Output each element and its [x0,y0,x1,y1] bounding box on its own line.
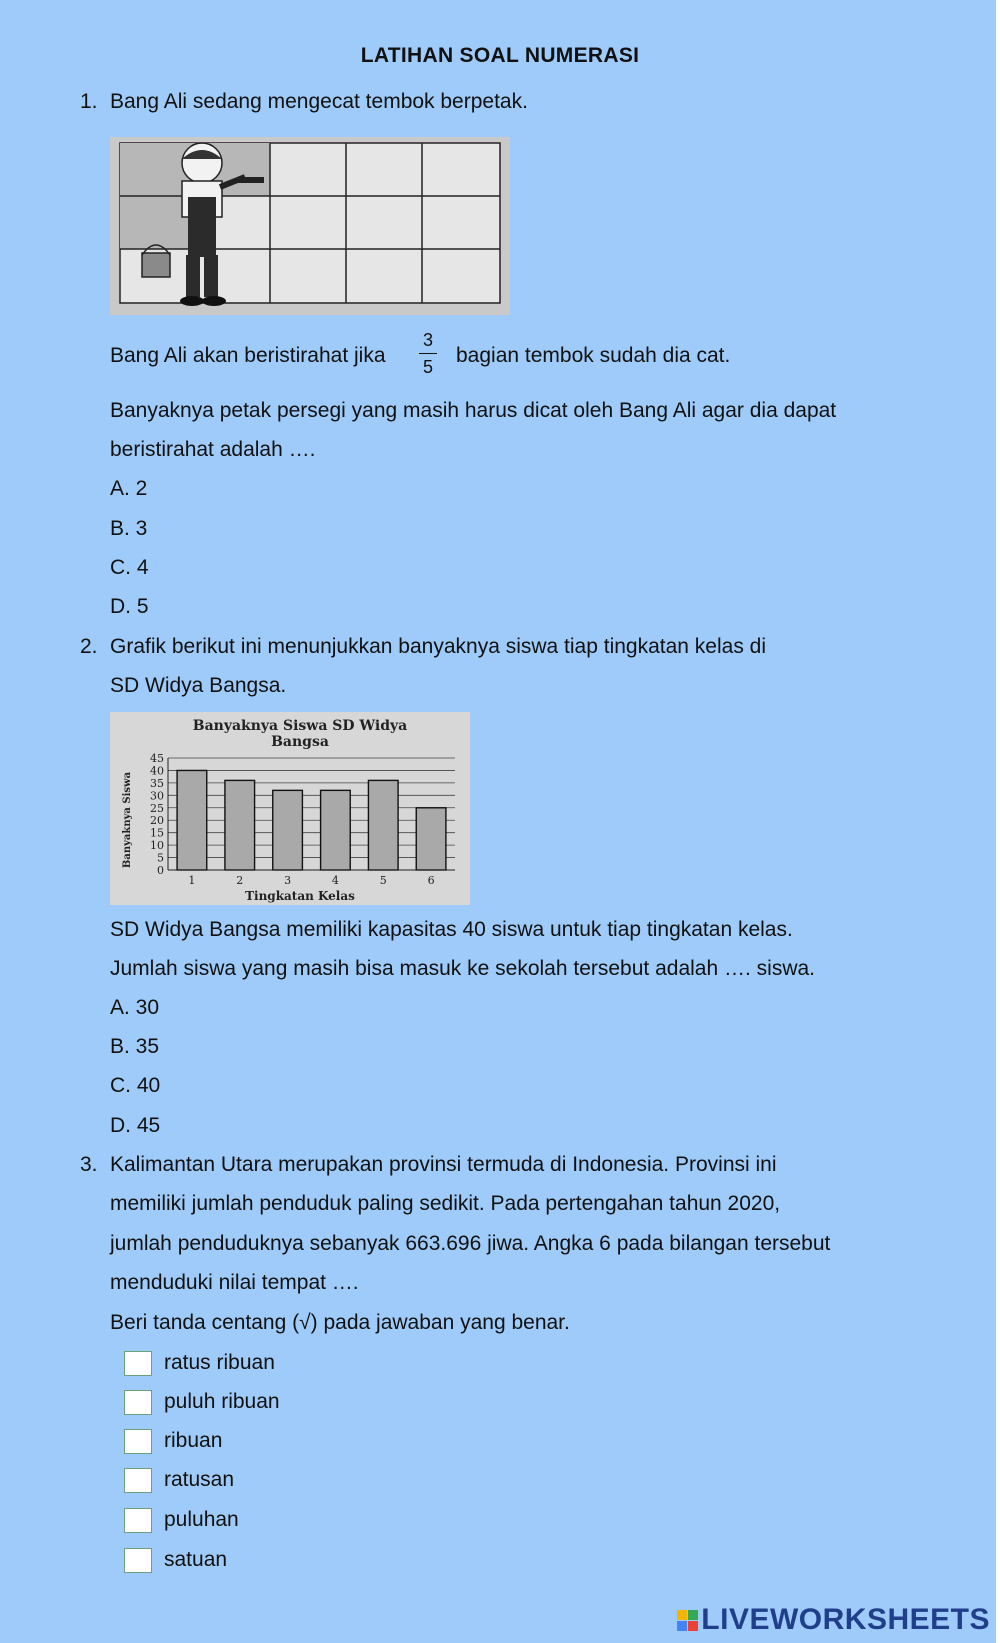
chart-xtick-label: 4 [331,874,339,887]
liveworksheets-logo-text: LIVEWORKSHEETS [701,1603,990,1636]
q3-instruction: Beri tanda centang (√) pada jawaban yang benar. [110,1311,570,1334]
choice-label-puluhan: puluhan [164,1508,239,1531]
q1-question-line2: beristirahat adalah …. [110,438,316,461]
chart-xtick-label: 6 [427,874,435,887]
choice-label-puluh-ribuan: puluh ribuan [164,1390,280,1413]
page-title: LATIHAN SOAL NUMERASI [360,44,640,67]
chart-title-line1: Banyaknya Siswa SD Widya [192,718,408,734]
chart-xtick-label: 3 [284,874,292,887]
chart-ytick-label: 10 [150,839,164,853]
page-edge [996,0,1000,1643]
liveworksheets-logo[interactable] [677,1603,990,1637]
q1-number: 1. [80,90,98,113]
q2-text-line2: SD Widya Bangsa. [110,674,287,697]
chart-xtick-label: 2 [236,874,244,887]
chart-xtick-label: 1 [188,874,196,887]
chart-ytick-label: 25 [150,801,164,815]
q2-number: 2. [80,635,98,658]
chart-ytick-label: 30 [150,789,164,803]
fraction-bar [419,353,437,354]
q1-rest-suffix: bagian tembok sudah dia cat. [456,344,731,367]
chart-ylabel: Banyaknya Siswa [122,771,133,869]
chart-bar-kelas-6 [416,808,446,870]
choice-label-ratus-ribuan: ratus ribuan [164,1351,275,1374]
q2-option-c: C. 40 [110,1074,161,1097]
q3-line4: menduduki nilai tempat …. [110,1271,359,1294]
choice-label-satuan: satuan [164,1548,228,1571]
chart-ytick-label: 5 [157,851,164,865]
chart-title-line2: Bangsa [271,734,329,750]
q1-rest-prefix: Bang Ali akan beristirahat jika [110,344,386,367]
chart-bar-kelas-4 [321,790,351,870]
checkbox-ratus-ribuan[interactable] [124,1351,152,1376]
choice-label-ribuan: ribuan [164,1429,223,1452]
checkbox-ribuan[interactable] [124,1429,152,1454]
chart-bar-kelas-2 [225,780,255,870]
q2-question: Jumlah siswa yang masih bisa masuk ke sekolah tersebut adalah …. siswa. [110,957,815,980]
q2-option-d: D. 45 [110,1114,161,1137]
q1-text: Bang Ali sedang mengecat tembok berpetak. [110,90,528,113]
chart-bar-kelas-3 [273,790,303,870]
wall-painting-illustration [110,137,510,315]
chart-ytick-label: 0 [157,864,164,877]
checkbox-ratusan[interactable] [124,1468,152,1493]
chart-xlabel: Tingkatan Kelas [245,889,355,903]
q3-line1: Kalimantan Utara merupakan provinsi termuda di Indonesia. Provinsi ini [110,1153,777,1176]
chart-bar-kelas-5 [368,780,398,870]
fraction-denominator: 5 [422,357,433,377]
q2-option-a: A. 30 [110,996,160,1019]
q1-option-b: B. 3 [110,517,148,540]
q1-option-d: D. 5 [110,595,149,618]
checkbox-puluhan[interactable] [124,1508,152,1533]
student-count-bar-chart [110,712,470,905]
fraction-numerator: 3 [422,330,433,350]
q1-question-line1: Banyaknya petak persegi yang masih harus dicat oleh Bang Ali agar dia dapat [110,399,837,422]
chart-ytick-label: 20 [150,814,164,828]
fraction-three-fifths [417,330,439,377]
q2-info: SD Widya Bangsa memiliki kapasitas 40 siswa untuk tiap tingkatan kelas. [110,918,793,941]
chart-ytick-label: 35 [150,776,164,790]
chart-bar-kelas-1 [177,770,207,870]
chart-ytick-label: 40 [150,764,164,778]
q3-line2: memiliki jumlah penduduk paling sedikit. Pada pertengahan tahun 2020, [110,1192,781,1215]
chart-xtick-label: 5 [379,874,387,887]
checkbox-satuan[interactable] [124,1548,152,1573]
checkbox-puluh-ribuan[interactable] [124,1390,152,1415]
choice-label-ratusan: ratusan [164,1468,235,1491]
q3-line3: jumlah penduduknya sebanyak 663.696 jiwa. Angka 6 pada bilangan tersebut [110,1232,831,1255]
chart-ytick-label: 45 [150,752,164,765]
chart-ytick-label: 15 [150,826,164,840]
q2-text-line1: Grafik berikut ini menunjukkan banyaknya siswa tiap tingkatan kelas di [110,635,767,658]
q3-number: 3. [80,1153,98,1176]
liveworksheets-logo-icon [677,1610,698,1631]
q1-option-c: C. 4 [110,556,149,579]
q1-option-a: A. 2 [110,477,148,500]
q2-option-b: B. 35 [110,1035,160,1058]
